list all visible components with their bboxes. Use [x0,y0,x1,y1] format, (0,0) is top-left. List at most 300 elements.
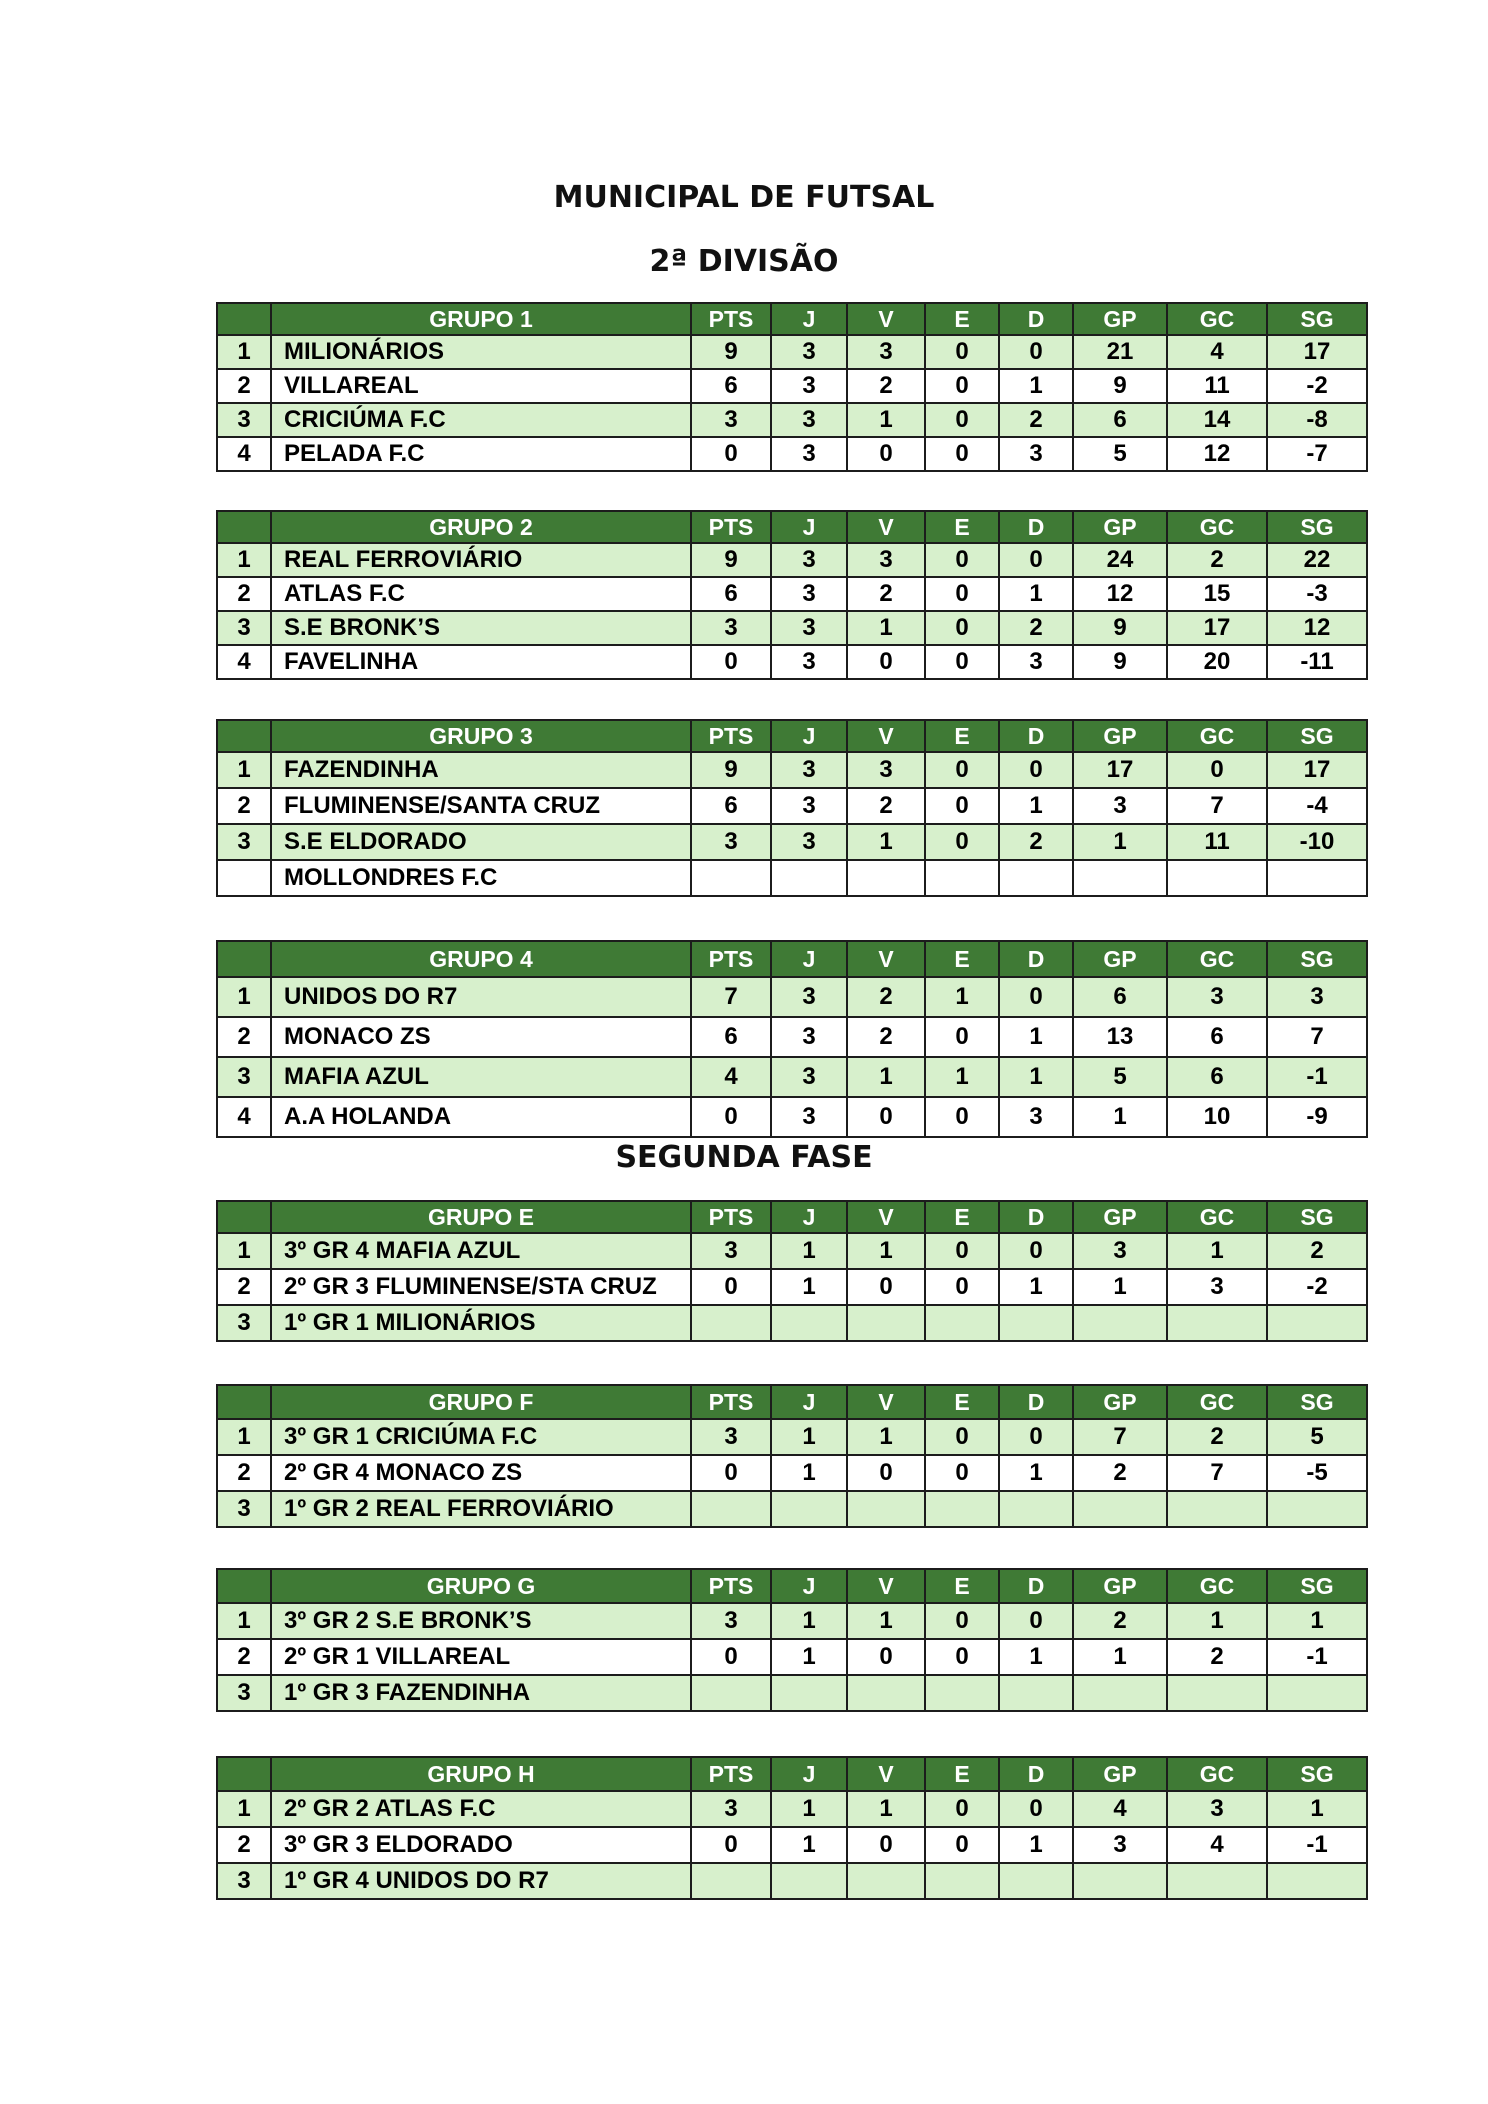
column-header-e: E [925,1757,999,1791]
column-header-sg: SG [1267,511,1367,543]
stat-sg: -10 [1267,824,1367,860]
group-name: GRUPO E [271,1201,691,1233]
stat-v [847,860,925,896]
team-name: CRICIÚMA F.C [271,403,691,437]
column-header-gp: GP [1073,1201,1167,1233]
stat-sg: -4 [1267,788,1367,824]
column-header-sg: SG [1267,1201,1367,1233]
stat-j: 3 [771,824,847,860]
position-cell [217,860,271,896]
stat-pts: 9 [691,543,771,577]
team-name: 3º GR 2 S.E BRONK’S [271,1603,691,1639]
table-row [217,1233,1367,1269]
header-blank-cell [217,1201,271,1233]
table-row [217,788,1367,824]
team-name: 3º GR 1 CRICIÚMA F.C [271,1419,691,1455]
header-blank-cell [217,941,271,977]
stat-v: 0 [847,1269,925,1305]
column-header-gc: GC [1167,1201,1267,1233]
stat-gc: 1 [1167,1603,1267,1639]
table-row [217,1491,1367,1527]
column-header-pts: PTS [691,941,771,977]
stat-e: 1 [925,977,999,1017]
stat-gp: 6 [1073,977,1167,1017]
table-header-row [217,303,1367,335]
table-row [217,752,1367,788]
position-cell: 3 [217,1491,271,1527]
column-header-d: D [999,303,1073,335]
stat-pts: 0 [691,1097,771,1137]
team-name: 2º GR 1 VILLAREAL [271,1639,691,1675]
table-row [217,860,1367,896]
stat-d [999,860,1073,896]
stat-pts: 0 [691,1269,771,1305]
page-title: MUNICIPAL DE FUTSAL [553,180,935,215]
stat-v: 3 [847,543,925,577]
stat-v: 1 [847,611,925,645]
stat-pts: 0 [691,437,771,471]
group-name: GRUPO 1 [271,303,691,335]
stat-j: 3 [771,788,847,824]
stat-j [771,1305,847,1341]
column-header-e: E [925,511,999,543]
team-name: MILIONÁRIOS [271,335,691,369]
stat-j: 3 [771,403,847,437]
column-header-j: J [771,941,847,977]
column-header-pts: PTS [691,1569,771,1603]
team-name: MOLLONDRES F.C [271,860,691,896]
stat-j: 1 [771,1419,847,1455]
stat-sg: 22 [1267,543,1367,577]
position-cell: 1 [217,752,271,788]
stat-e: 0 [925,1603,999,1639]
stat-gp: 3 [1073,1233,1167,1269]
stat-sg: -11 [1267,645,1367,679]
table-row [217,369,1367,403]
stat-gc: 14 [1167,403,1267,437]
table-row [217,1863,1367,1899]
stat-pts: 0 [691,1455,771,1491]
stat-sg: 5 [1267,1419,1367,1455]
position-cell: 1 [217,1419,271,1455]
stat-v: 1 [847,1233,925,1269]
column-header-sg: SG [1267,941,1367,977]
stat-gc: 6 [1167,1057,1267,1097]
column-header-pts: PTS [691,1201,771,1233]
header-blank-cell [217,511,271,543]
column-header-d: D [999,511,1073,543]
stat-gc: 3 [1167,1269,1267,1305]
position-cell: 2 [217,1827,271,1863]
column-header-j: J [771,511,847,543]
stat-e: 0 [925,645,999,679]
column-header-v: V [847,1385,925,1419]
stat-pts: 4 [691,1057,771,1097]
stat-e: 0 [925,1269,999,1305]
stat-d: 1 [999,1269,1073,1305]
stat-gc [1167,1491,1267,1527]
stat-v: 1 [847,1603,925,1639]
stat-j: 1 [771,1791,847,1827]
stat-j: 3 [771,1057,847,1097]
stat-v [847,1491,925,1527]
table-row [217,1097,1367,1137]
stat-gc [1167,1863,1267,1899]
stat-v: 3 [847,752,925,788]
stat-d: 0 [999,1233,1073,1269]
stat-pts: 6 [691,788,771,824]
team-name: S.E ELDORADO [271,824,691,860]
stat-d: 1 [999,369,1073,403]
stat-gp: 6 [1073,403,1167,437]
column-header-sg: SG [1267,1569,1367,1603]
group-name: GRUPO G [271,1569,691,1603]
column-header-pts: PTS [691,1757,771,1791]
stat-v: 0 [847,645,925,679]
stat-d: 0 [999,1603,1073,1639]
column-header-gc: GC [1167,303,1267,335]
column-header-v: V [847,511,925,543]
group-name: GRUPO 4 [271,941,691,977]
stat-d: 1 [999,1455,1073,1491]
column-header-j: J [771,1201,847,1233]
stat-gp: 4 [1073,1791,1167,1827]
stat-d: 2 [999,403,1073,437]
stat-e: 0 [925,403,999,437]
position-cell: 2 [217,1017,271,1057]
team-name: MONACO ZS [271,1017,691,1057]
stat-e [925,860,999,896]
stat-e: 0 [925,369,999,403]
column-header-gc: GC [1167,1757,1267,1791]
stat-pts: 6 [691,577,771,611]
table-row [217,1269,1367,1305]
stat-v: 0 [847,437,925,471]
column-header-v: V [847,303,925,335]
column-header-d: D [999,1569,1073,1603]
stat-gc: 2 [1167,543,1267,577]
group-name: GRUPO H [271,1757,691,1791]
stat-v: 1 [847,403,925,437]
standings-table [216,510,1368,680]
stat-sg [1267,1863,1367,1899]
column-header-v: V [847,1569,925,1603]
stat-d: 0 [999,1791,1073,1827]
stat-gc: 15 [1167,577,1267,611]
stat-gc [1167,860,1267,896]
group-name: GRUPO 2 [271,511,691,543]
column-header-gc: GC [1167,511,1267,543]
stat-e [925,1305,999,1341]
table-row [217,1017,1367,1057]
stat-v: 2 [847,577,925,611]
stat-sg: -8 [1267,403,1367,437]
column-header-gp: GP [1073,1757,1167,1791]
stat-j [771,1863,847,1899]
column-header-e: E [925,1201,999,1233]
stat-gp [1073,1863,1167,1899]
stat-sg: -2 [1267,1269,1367,1305]
stat-d: 1 [999,788,1073,824]
column-header-sg: SG [1267,1757,1367,1791]
stat-gp: 9 [1073,369,1167,403]
stat-e [925,1675,999,1711]
stat-pts [691,1305,771,1341]
stat-sg [1267,1305,1367,1341]
stat-j: 3 [771,611,847,645]
stat-j: 1 [771,1827,847,1863]
table-row [217,1639,1367,1675]
stat-e: 0 [925,1827,999,1863]
position-cell: 1 [217,1791,271,1827]
team-name: 1º GR 1 MILIONÁRIOS [271,1305,691,1341]
table-row [217,335,1367,369]
stat-j: 1 [771,1233,847,1269]
stat-gp [1073,1491,1167,1527]
position-cell: 1 [217,1603,271,1639]
stat-pts [691,1863,771,1899]
column-header-e: E [925,1569,999,1603]
stat-gp: 1 [1073,824,1167,860]
stat-sg: -9 [1267,1097,1367,1137]
stat-gc: 11 [1167,369,1267,403]
table-row [217,1675,1367,1711]
stat-gc [1167,1675,1267,1711]
position-cell: 3 [217,1675,271,1711]
position-cell: 2 [217,369,271,403]
stat-gp: 1 [1073,1269,1167,1305]
table-row [217,1455,1367,1491]
group-name: GRUPO 3 [271,720,691,752]
stat-d: 0 [999,1419,1073,1455]
standings-table [216,1756,1368,1900]
stat-v [847,1863,925,1899]
stat-gp: 1 [1073,1639,1167,1675]
stat-gc: 10 [1167,1097,1267,1137]
stat-e: 0 [925,1017,999,1057]
stat-d: 0 [999,335,1073,369]
column-header-gp: GP [1073,1385,1167,1419]
position-cell: 2 [217,788,271,824]
team-name: PELADA F.C [271,437,691,471]
position-cell: 4 [217,1097,271,1137]
position-cell: 1 [217,977,271,1017]
stat-j: 3 [771,543,847,577]
table-row [217,824,1367,860]
stat-gp: 9 [1073,645,1167,679]
stat-v: 2 [847,1017,925,1057]
stat-sg: 2 [1267,1233,1367,1269]
column-header-d: D [999,720,1073,752]
table-row [217,977,1367,1017]
position-cell: 4 [217,645,271,679]
position-cell: 2 [217,1269,271,1305]
stat-gp: 7 [1073,1419,1167,1455]
column-header-gp: GP [1073,1569,1167,1603]
stat-j: 3 [771,645,847,679]
stat-sg: -7 [1267,437,1367,471]
stat-pts: 9 [691,752,771,788]
table-row [217,1305,1367,1341]
column-header-d: D [999,1201,1073,1233]
stat-gp: 13 [1073,1017,1167,1057]
stat-d: 3 [999,1097,1073,1137]
stat-gc: 17 [1167,611,1267,645]
team-name: A.A HOLANDA [271,1097,691,1137]
position-cell: 4 [217,437,271,471]
stat-pts: 0 [691,1827,771,1863]
table-row [217,645,1367,679]
team-name: UNIDOS DO R7 [271,977,691,1017]
stat-sg: -1 [1267,1827,1367,1863]
stat-v: 1 [847,1057,925,1097]
position-cell: 3 [217,824,271,860]
column-header-j: J [771,720,847,752]
position-cell: 3 [217,403,271,437]
table-row [217,543,1367,577]
stat-e: 0 [925,1419,999,1455]
column-header-pts: PTS [691,303,771,335]
standings-table [216,1568,1368,1712]
stat-gc: 2 [1167,1639,1267,1675]
team-name: S.E BRONK’S [271,611,691,645]
stat-pts: 6 [691,369,771,403]
stat-j: 3 [771,437,847,471]
table-header-row [217,511,1367,543]
stat-e: 0 [925,788,999,824]
stat-j: 3 [771,577,847,611]
stat-v: 1 [847,1419,925,1455]
header-blank-cell [217,303,271,335]
position-cell: 1 [217,1233,271,1269]
column-header-gc: GC [1167,1385,1267,1419]
column-header-d: D [999,1385,1073,1419]
stat-gp: 2 [1073,1603,1167,1639]
stat-v: 0 [847,1097,925,1137]
stat-gc: 4 [1167,1827,1267,1863]
stat-gc: 1 [1167,1233,1267,1269]
stat-sg: 1 [1267,1603,1367,1639]
position-cell: 2 [217,1455,271,1491]
stat-gc: 3 [1167,977,1267,1017]
stat-e: 0 [925,577,999,611]
stat-j: 1 [771,1269,847,1305]
stat-j: 3 [771,752,847,788]
stat-sg: 12 [1267,611,1367,645]
group-name: GRUPO F [271,1385,691,1419]
stat-sg: -5 [1267,1455,1367,1491]
stat-j [771,1491,847,1527]
division-title: 2ª DIVISÃO [649,244,839,279]
stat-j: 3 [771,977,847,1017]
column-header-e: E [925,941,999,977]
stat-e [925,1491,999,1527]
stat-gp [1073,860,1167,896]
stat-gc: 2 [1167,1419,1267,1455]
stat-e: 0 [925,1791,999,1827]
stat-gp: 12 [1073,577,1167,611]
stat-pts: 0 [691,645,771,679]
stat-e: 0 [925,543,999,577]
stat-pts: 3 [691,1603,771,1639]
stat-v: 0 [847,1827,925,1863]
stat-pts [691,1491,771,1527]
stat-gp: 1 [1073,1097,1167,1137]
stat-v: 1 [847,1791,925,1827]
stat-e: 0 [925,335,999,369]
column-header-e: E [925,720,999,752]
stat-e: 1 [925,1057,999,1097]
stat-sg [1267,1491,1367,1527]
stat-e: 0 [925,824,999,860]
stat-gp: 5 [1073,437,1167,471]
stat-sg: 17 [1267,335,1367,369]
column-header-v: V [847,1757,925,1791]
stat-gp: 3 [1073,788,1167,824]
stat-j: 3 [771,1097,847,1137]
team-name: VILLAREAL [271,369,691,403]
column-header-j: J [771,303,847,335]
column-header-gc: GC [1167,1569,1267,1603]
column-header-j: J [771,1569,847,1603]
stat-d: 1 [999,1017,1073,1057]
stat-d: 1 [999,1639,1073,1675]
stat-sg: -3 [1267,577,1367,611]
stat-e: 0 [925,437,999,471]
column-header-gp: GP [1073,720,1167,752]
position-cell: 3 [217,1863,271,1899]
stat-pts: 3 [691,403,771,437]
stat-gp: 2 [1073,1455,1167,1491]
stat-d [999,1675,1073,1711]
stat-gc: 0 [1167,752,1267,788]
column-header-j: J [771,1757,847,1791]
stat-gc: 20 [1167,645,1267,679]
stat-sg [1267,1675,1367,1711]
stat-sg: 17 [1267,752,1367,788]
stat-v [847,1305,925,1341]
team-name: 1º GR 2 REAL FERROVIÁRIO [271,1491,691,1527]
stat-gc: 12 [1167,437,1267,471]
team-name: REAL FERROVIÁRIO [271,543,691,577]
team-name: FLUMINENSE/SANTA CRUZ [271,788,691,824]
stat-sg: 3 [1267,977,1367,1017]
stat-gc: 6 [1167,1017,1267,1057]
position-cell: 2 [217,1639,271,1675]
column-header-sg: SG [1267,1385,1367,1419]
stat-d: 2 [999,611,1073,645]
team-name: 2º GR 3 FLUMINENSE/STA CRUZ [271,1269,691,1305]
stat-gp [1073,1675,1167,1711]
stat-j: 3 [771,369,847,403]
column-header-sg: SG [1267,720,1367,752]
column-header-d: D [999,1757,1073,1791]
column-header-v: V [847,720,925,752]
column-header-gc: GC [1167,941,1267,977]
stat-pts: 6 [691,1017,771,1057]
stat-pts: 9 [691,335,771,369]
stat-gp: 3 [1073,1827,1167,1863]
column-header-pts: PTS [691,511,771,543]
position-cell: 3 [217,1305,271,1341]
standings-table [216,940,1368,1138]
position-cell: 1 [217,543,271,577]
table-header-row [217,1201,1367,1233]
stat-d [999,1305,1073,1341]
stat-v: 0 [847,1639,925,1675]
table-row [217,403,1367,437]
table-row [217,611,1367,645]
